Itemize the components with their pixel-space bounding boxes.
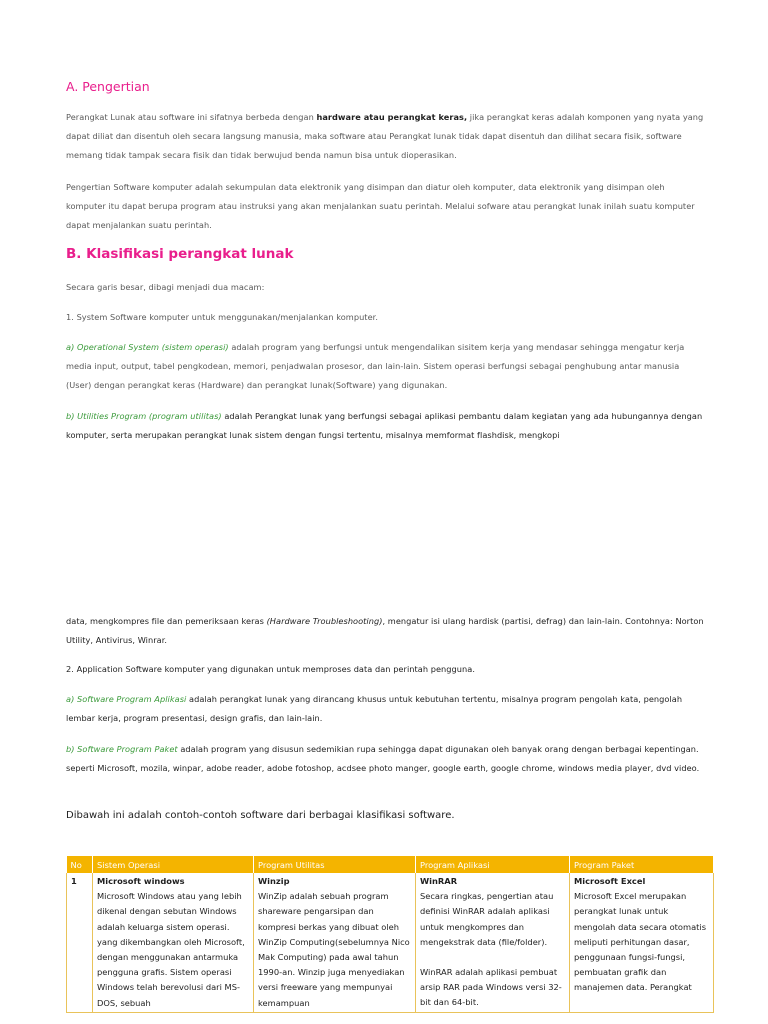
app-text-gap bbox=[420, 950, 565, 965]
app-title: WinRAR bbox=[420, 876, 458, 886]
utilities-program-text: adalah Perangkat lunak yang berfungsi sebagai aplikasi pembantu dalam kegiatan yang ada hubungannya dengan komputer, serta merupakan perangkat lunak sistem dengan fungsi tertentu, misalnya memformat flashdisk, mengkopi bbox=[66, 411, 703, 440]
program-paket-label: b) Software Program Paket bbox=[66, 744, 178, 754]
app-text-1: Secara ringkas, pengertian atau definisi WinRAR adalah aplikasi untuk mengkompres dan mengekstrak data (file/folder). bbox=[420, 891, 554, 947]
paragraph-program-paket bbox=[66, 740, 706, 778]
utilities-cont-start: data, mengkompres file dan pemeriksaan keras bbox=[66, 616, 267, 626]
paragraph-operational-system bbox=[66, 338, 706, 395]
p1-text-end: jika perangkat keras adalah komponen yang nyata yang dapat diliat dan disentuh oleh secara langsung manusia, maka software atau Perangkat lunak tidak dapat disentuh dan dilihat secara fisik, software memang tidak tampak secara fisik dan tidak berwujud benda namun bisa untuk dioperasikan. bbox=[66, 112, 704, 160]
program-aplikasi-text: adalah perangkat lunak yang dirancang khusus untuk kebutuhan tertentu, misalnya program pengolah kata, pengolah lembar kerja, program presentasi, design grafis, dan lain-lain. bbox=[66, 694, 683, 723]
table-header-row bbox=[67, 856, 714, 873]
operational-system-text: adalah program yang berfungsi untuk mengendalikan sisitem kerja yang mendasar sehingga mengatur kerja media input, output, tabel pengkodean, memori, penjadwalan prosesor, dan lain-lain. Sistem operasi berfungsi sebagai penghubung antar manusia (User) dengan perangkat keras (Hardware) dan perangkat lunak(Software) yang digunakan. bbox=[66, 342, 685, 390]
paragraph-program-aplikasi bbox=[66, 690, 706, 728]
paragraph-pengertian-2: Pengertian Software komputer adalah sekumpulan data elektronik yang disimpan dan diatur oleh komputer, data elektronik yang disimpan oleh komputer itu dapat berupa program atau instruksi yang akan menjalankan suatu perintah. Melalui sofware atau perangkat lunak inilah suatu komputer dapat menjalankan suatu perintah. bbox=[66, 182, 695, 230]
table-row bbox=[67, 873, 714, 1012]
utilities-cont-italic: (Hardware Troubleshooting) bbox=[266, 616, 383, 626]
cell-program-paket bbox=[570, 873, 714, 1012]
paragraph-utilities-program bbox=[66, 407, 706, 445]
header-no: No bbox=[67, 856, 93, 873]
p1-text-start: Perangkat Lunak atau software ini sifatnya berbeda dengan bbox=[66, 112, 317, 122]
program-paket-text: adalah program yang disusun sedemikian rupa sehingga dapat digunakan oleh banyak orang dengan berbagai kepentingan. seperti Microsoft, mozila, winpar, adobe reader, adobe fotoshop, acdsee photo manger, google earth, google chrome, windows media player, dvd video. bbox=[66, 744, 700, 773]
paragraph-utilities-continued bbox=[66, 612, 706, 650]
utilities-program-label: b) Utilities Program (program utilitas) bbox=[66, 411, 222, 421]
p1-bold-text: hardware atau perangkat keras, bbox=[316, 112, 468, 122]
header-sistem-operasi: Sistem Operasi bbox=[93, 856, 254, 873]
pkg-title: Microsoft Excel bbox=[574, 876, 646, 886]
util-title: Winzip bbox=[258, 876, 290, 886]
list-item-application-software: 2. Application Software komputer yang digunakan untuk memproses data dan perintah pengguna. bbox=[66, 664, 475, 674]
os-title: Microsoft windows bbox=[97, 876, 185, 886]
software-examples-table bbox=[66, 856, 714, 1013]
header-program-aplikasi: Program Aplikasi bbox=[416, 856, 570, 873]
paragraph-pengertian-1 bbox=[66, 108, 706, 165]
program-aplikasi-label: a) Software Program Aplikasi bbox=[66, 694, 187, 704]
app-text-2: WinRAR adalah aplikasi pembuat arsip RAR pada Windows versi 32-bit dan 64-bit. bbox=[420, 967, 562, 1008]
utilities-cont-end: , mengatur isi ulang hardisk (partisi, defrag) dan lain-lain. Contohnya: Norton Utility, Antivirus, Winrar. bbox=[66, 616, 704, 645]
paragraph-intro: Secara garis besar, dibagi menjadi dua macam: bbox=[66, 282, 265, 292]
cell-program-utilitas bbox=[254, 873, 416, 1012]
pkg-text: Microsoft Excel merupakan perangkat lunak untuk mengolah data secara otomatis meliputi perhitungan dasar, penggunaan fungsi-fungsi, pembuatan grafik dan manajemen data. Perangkat bbox=[574, 891, 707, 993]
header-program-utilitas: Program Utilitas bbox=[254, 856, 416, 873]
heading-klasifikasi: B. Klasifikasi perangkat lunak bbox=[66, 246, 294, 262]
list-item-system-software: 1. System Software komputer untuk menggunakan/menjalankan komputer. bbox=[66, 312, 378, 322]
operational-system-label: a) Operational System (sistem operasi) bbox=[66, 342, 229, 352]
cell-sistem-operasi bbox=[93, 873, 254, 1012]
util-text: WinZip adalah sebuah program shareware pengarsipan dan kompresi berkas yang dibuat oleh WinZip Computing(sebelumnya Nico Mak Computing) pada awal tahun 1990-an. Winzip juga menyediakan versi freeware yang mempunyai kemampuan bbox=[258, 891, 410, 1008]
cell-program-aplikasi bbox=[416, 873, 570, 1012]
os-text: Microsoft Windows atau yang lebih dikenal dengan sebutan Windows adalah keluarga sistem operasi. yang dikembangkan oleh Microsoft, dengan menggunakan antarmuka pengguna grafis. Sistem operasi Windows telah berevolusi dari MS-DOS, sebuah bbox=[97, 891, 245, 1008]
row-number: 1 bbox=[71, 876, 77, 886]
cell-no bbox=[67, 873, 93, 1012]
table-intro: Dibawah ini adalah contoh-contoh software dari berbagai klasifikasi software. bbox=[66, 810, 455, 821]
header-program-paket: Program Paket bbox=[570, 856, 714, 873]
heading-pengertian: A. Pengertian bbox=[66, 79, 150, 94]
